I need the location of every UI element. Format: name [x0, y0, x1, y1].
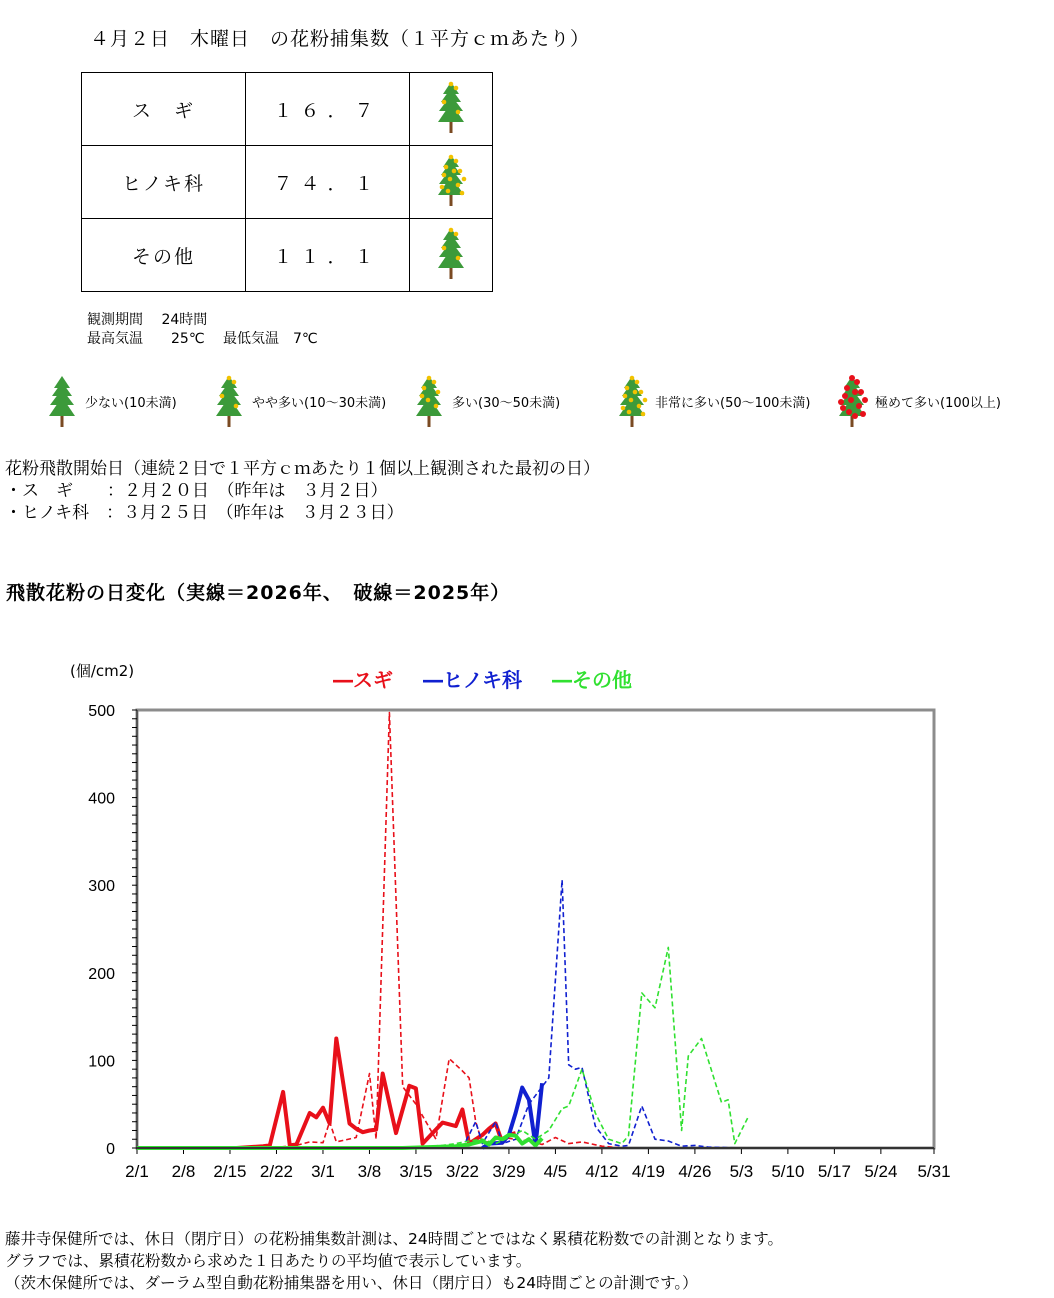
svg-text:100: 100: [88, 1053, 115, 1071]
tree-very-many-icon: [410, 146, 493, 219]
pollen-count-hinoki: ７４．１: [246, 146, 410, 219]
svg-text:5/24: 5/24: [864, 1162, 898, 1181]
pollen-count-table: [81, 72, 493, 292]
pollen-line-chart: [0, 690, 1054, 1190]
tree-slightly-many-icon: [410, 219, 493, 292]
svg-text:5/3: 5/3: [729, 1162, 754, 1181]
chart-legend: [333, 664, 632, 693]
svg-text:5/10: 5/10: [771, 1162, 805, 1181]
pollen-count-sugi: １６．７: [246, 73, 410, 146]
legend-item-very-many: [615, 374, 811, 428]
svg-text:200: 200: [88, 965, 115, 983]
svg-text:5/31: 5/31: [917, 1162, 951, 1181]
y-axis-unit-label: (個/cm2): [70, 662, 135, 680]
legend-item-few: [45, 374, 177, 428]
tree-very-many-icon: [615, 374, 649, 428]
svg-text:0: 0: [106, 1141, 115, 1158]
table-row: [82, 146, 493, 219]
observation-period: 観測期間 24時間: [87, 312, 208, 328]
tree-slightly-many-icon: [410, 73, 493, 146]
footnote-line-2: グラフでは、累積花粉数から求めた１日あたりの平均値で表示しています。: [5, 1252, 532, 1270]
legend-label: 非常に多い(50～100未満): [655, 395, 811, 411]
svg-text:3/29: 3/29: [492, 1162, 526, 1181]
legend-other: ―その他: [552, 668, 632, 692]
pollen-type-hinoki: ヒノキ科: [82, 146, 246, 219]
tree-extremely-many-icon: [835, 374, 869, 428]
legend-sugi: ―スギ: [333, 668, 393, 692]
pollen-type-sugi: ス ギ: [82, 73, 246, 146]
pollen-count-other: １１．１: [246, 219, 410, 292]
legend-label: 極めて多い(100以上): [875, 395, 1001, 411]
level-legend: [40, 374, 1040, 434]
svg-text:3/1: 3/1: [311, 1162, 335, 1181]
svg-text:3/15: 3/15: [399, 1162, 433, 1181]
start-date-hinoki: ・ヒノキ科 ：３月２５日 （昨年は ３月２３日）: [5, 503, 404, 523]
legend-hinoki: ―ヒノキ科: [423, 668, 522, 692]
table-row: [82, 73, 493, 146]
svg-text:4/26: 4/26: [678, 1162, 712, 1181]
table-row: [82, 219, 493, 292]
tree-slightly-many-icon: [212, 374, 246, 428]
start-date-sugi: ・ス ギ ：２月２０日 （昨年は ３月２日）: [5, 481, 388, 501]
svg-text:2/15: 2/15: [213, 1162, 247, 1181]
svg-text:4/19: 4/19: [631, 1162, 665, 1181]
page-title: ４月２日 木曜日 の花粉捕集数（１平方ｃｍあたり）: [90, 28, 591, 50]
svg-text:2/22: 2/22: [259, 1162, 294, 1181]
legend-label: やや多い(10～30未満): [252, 395, 387, 411]
footnote: [5, 1228, 783, 1294]
svg-text:500: 500: [88, 703, 115, 720]
legend-item-extremely-many: [835, 374, 1001, 428]
chart-section-title: 飛散花粉の日変化（実線＝2026年、 破線＝2025年）: [6, 582, 511, 604]
svg-text:3/22: 3/22: [445, 1162, 479, 1181]
pollen-type-other: その他: [82, 219, 246, 292]
svg-text:2/8: 2/8: [171, 1162, 196, 1181]
footnote-line-1: 藤井寺保健所では、休日（閉庁日）の花粉捕集数計測は、24時間ごとではなく累積花粉数での計測となります。: [5, 1230, 783, 1248]
svg-text:4/5: 4/5: [543, 1162, 568, 1181]
svg-text:5/17: 5/17: [817, 1162, 851, 1181]
svg-text:3/8: 3/8: [357, 1162, 382, 1181]
start-dates-heading: 花粉飛散開始日（連続２日で１平方ｃｍあたり１個以上観測された最初の日）: [5, 459, 600, 479]
tree-few-icon: [45, 374, 79, 428]
svg-text:400: 400: [88, 790, 115, 808]
legend-label: 少ない(10未満): [85, 395, 177, 411]
observation-info: [87, 311, 318, 349]
legend-item-many: [412, 374, 560, 428]
legend-item-slightly-many: [212, 374, 386, 428]
svg-text:300: 300: [88, 878, 115, 896]
svg-text:2/1: 2/1: [125, 1162, 149, 1181]
svg-text:4/12: 4/12: [585, 1162, 619, 1181]
temperature-info: 最高気温 25℃ 最低気温 7℃: [87, 331, 318, 347]
legend-label: 多い(30～50未満): [452, 395, 561, 411]
footnote-line-3: （茨木保健所では、ダーラム型自動花粉捕集器を用い、休日（閉庁日）も24時間ごとの計測です。）: [5, 1274, 698, 1292]
tree-many-icon: [412, 374, 446, 428]
pollen-start-dates: [5, 458, 600, 524]
